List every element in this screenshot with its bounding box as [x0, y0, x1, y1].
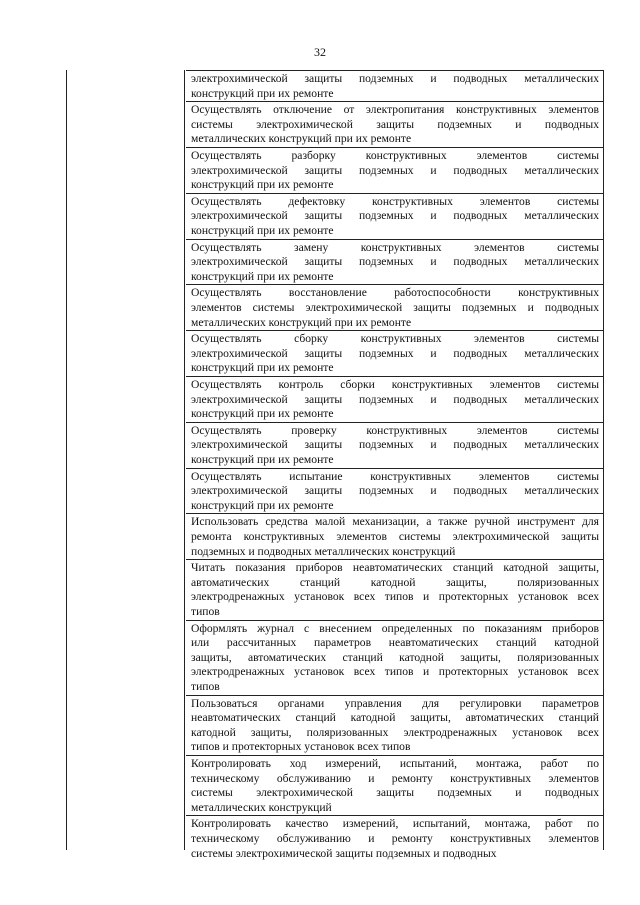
- table-row: [186, 147, 603, 193]
- row-text-line: Осуществлять дефектовку конструктивных элементов системы: [191, 194, 599, 208]
- row-text-line: электродренажных установок всех типов и протекторных установок всех: [191, 665, 599, 679]
- row-text-line: Осуществлять контроль сборки конструктивных элементов системы: [191, 378, 599, 391]
- row-text-line: Осуществлять отключение от электропитания конструктивных элементов: [191, 103, 599, 117]
- row-text-line: ремонта конструктивных элементов системы электрохимической защиты: [191, 529, 599, 543]
- row-text-line: конструкций при их ремонте: [191, 223, 334, 237]
- row-text-line: системы электрохимической защиты подземных и подводных: [191, 846, 497, 860]
- table-row: [186, 468, 603, 514]
- row-text-line: электрохимической защиты подземных и подводных металлических: [191, 484, 599, 498]
- table-row: [186, 101, 603, 147]
- row-text-line: металлических конструкций: [191, 800, 332, 814]
- table-row: [186, 815, 603, 861]
- row-text-line: элементов системы электрохимической защиты подземных и подводных: [191, 300, 599, 314]
- row-text-line: Пользоваться органами управления для регулировки параметров: [191, 696, 599, 710]
- row-text-line: типов: [191, 679, 220, 693]
- row-text-line: или рассчитанных параметров неавтоматических станций катодной: [191, 636, 599, 650]
- row-text-line: катодной защиты, поляризованных электродренажных установок всех: [191, 725, 599, 739]
- row-text-line: электрохимической защиты подземных и подводных металлических: [191, 163, 599, 177]
- row-text-line: Осуществлять разборку конструктивных элементов системы: [191, 149, 599, 162]
- row-text-line: Осуществлять восстановление работоспособности конструктивных: [191, 286, 599, 300]
- row-text-line: конструкций при их ремонте: [191, 86, 334, 100]
- table-column-divider: [184, 70, 185, 850]
- row-text-line: конструкций при их ремонте: [191, 178, 334, 192]
- row-text-line: конструкций при их ремонте: [191, 407, 334, 421]
- row-text-line: Контролировать качество измерений, испытаний, монтажа, работ по: [191, 817, 599, 831]
- row-text-line: металлических конструкций при их ремонте: [191, 315, 412, 329]
- row-text-line: электродренажных установок всех типов и протекторных установок всех: [191, 590, 599, 604]
- table-border-right: [603, 70, 604, 850]
- row-text-line: неавтоматических станций катодной защиты, автоматических станций: [191, 711, 599, 725]
- row-text-line: конструкций при их ремонте: [191, 361, 334, 375]
- row-text-line: защиты, автоматических станций катодной защиты, поляризованных: [191, 650, 599, 664]
- table-row: [186, 513, 603, 559]
- row-text-line: Осуществлять сборку конструктивных элементов системы: [191, 332, 599, 346]
- table-row: [186, 330, 603, 376]
- table-row: [186, 422, 603, 468]
- table-row: [186, 376, 603, 422]
- table-row: [186, 193, 603, 239]
- row-text-line: электрохимической защиты подземных и подводных металлических: [191, 392, 599, 406]
- row-text-line: Осуществлять испытание конструктивных элементов системы: [191, 469, 599, 483]
- row-text-line: автоматических станций катодной защиты, поляризованных: [191, 575, 599, 589]
- row-text-line: электрохимической защиты подземных и подводных металлических: [191, 72, 599, 85]
- row-text-line: электрохимической защиты подземных и подводных металлических: [191, 209, 599, 223]
- row-text-line: типов: [191, 604, 220, 618]
- row-text-line: техническому обслуживанию и ремонту конструктивных элементов: [191, 771, 599, 785]
- table-row: [186, 559, 603, 619]
- row-text-line: электрохимической защиты подземных и подводных металлических: [191, 255, 599, 269]
- row-text-line: конструкций при их ремонте: [191, 498, 334, 512]
- row-text-line: Контролировать ход измерений, испытаний, монтажа, работ по: [191, 757, 599, 770]
- row-text-line: конструкций при их ремонте: [191, 452, 334, 466]
- row-text-line: Осуществлять проверку конструктивных элементов системы: [191, 423, 599, 437]
- row-text-line: типов и протекторных установок всех типов: [191, 740, 411, 754]
- row-text-line: металлических конструкций при их ремонте: [191, 132, 412, 146]
- table-border-left: [66, 70, 67, 850]
- row-text-line: электрохимической защиты подземных и подводных металлических: [191, 346, 599, 360]
- table-row: [186, 70, 603, 101]
- skills-table: [66, 70, 606, 860]
- row-text-line: системы электрохимической защиты подземных и подводных: [191, 786, 599, 800]
- page-number: 32: [314, 45, 326, 59]
- table-row: [186, 755, 603, 815]
- row-text-line: конструкций при их ремонте: [191, 269, 334, 283]
- table-row: [186, 695, 603, 755]
- row-text-line: системы электрохимической защиты подземных и подводных: [191, 117, 599, 131]
- table-row: [186, 620, 603, 695]
- row-text-line: электрохимической защиты подземных и подводных металлических: [191, 438, 599, 452]
- table-row: [186, 284, 603, 330]
- row-text-line: Осуществлять замену конструктивных элементов системы: [191, 240, 599, 254]
- row-text-line: Читать показания приборов неавтоматических станций катодной защиты,: [191, 561, 599, 575]
- row-text-line: Использовать средства малой механизации, а также ручной инструмент для: [191, 515, 599, 529]
- row-text-line: техническому обслуживанию и ремонту конструктивных элементов: [191, 831, 599, 845]
- table-row: [186, 239, 603, 285]
- row-text-line: Оформлять журнал с внесением определенных по показаниям приборов: [191, 621, 599, 635]
- row-text-line: подземных и подводных металлических конструкций: [191, 544, 456, 558]
